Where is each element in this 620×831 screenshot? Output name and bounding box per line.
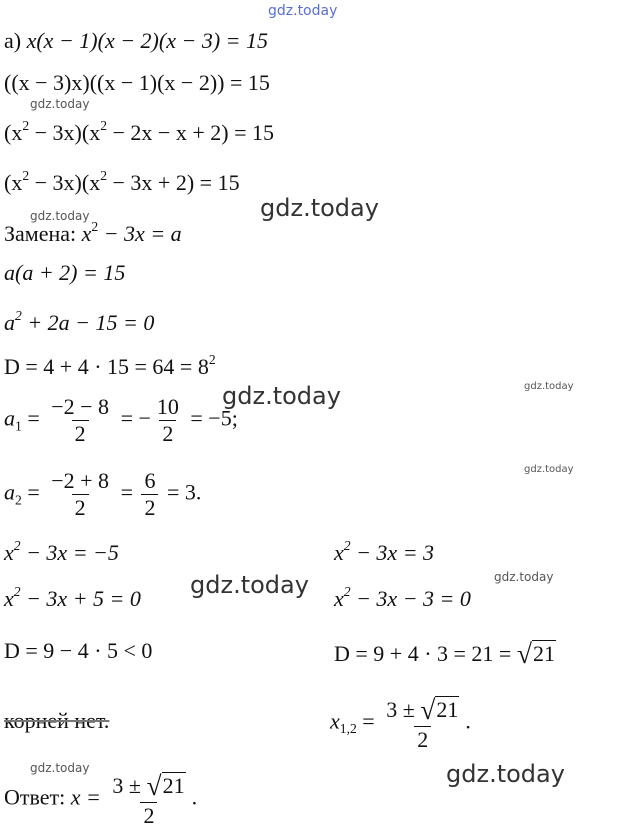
watermark: gdz.today	[30, 761, 90, 775]
denominator: 2	[414, 726, 431, 751]
exponent: 2	[22, 167, 30, 183]
result: = 3.	[161, 479, 202, 505]
equation-part: (x	[4, 170, 23, 195]
equation-text: D = 9 − 4 · 5 < 0	[4, 638, 153, 663]
equation-part: − 3x = a	[98, 221, 182, 246]
numerator	[383, 696, 462, 726]
exponent: 2	[208, 351, 216, 367]
equation-part: − 3x − 3 = 0	[350, 586, 471, 611]
equation-part: − 3x)(x	[29, 120, 101, 145]
radicand: 21	[532, 640, 555, 666]
punctuation: .	[465, 708, 471, 734]
equation-part: − 3x = −5	[20, 540, 119, 565]
radical-sign: √	[420, 694, 436, 725]
radicand: 21	[436, 696, 459, 722]
fraction	[154, 396, 182, 445]
equation-part: − 3x = 3	[350, 540, 435, 565]
equation-part: D = 9 + 4 · 3 = 21 =	[334, 640, 517, 666]
equation-part: − 2x − x + 2) = 15	[107, 120, 274, 145]
equation-part: − 3x + 5 = 0	[20, 586, 141, 611]
equation-part: D = 4 + 4 · 15 = 64 = 8	[4, 354, 209, 379]
denominator: 2	[140, 802, 157, 827]
no-roots-text: корней нет.	[4, 708, 110, 733]
left-case-line-2	[4, 583, 141, 611]
watermark-top: gdz.today	[268, 3, 338, 19]
exponent: 2	[13, 537, 21, 553]
equation-line-2	[4, 72, 270, 94]
fraction	[48, 470, 112, 519]
radicand: 21	[162, 772, 185, 798]
substitution-label: Замена:	[4, 221, 77, 246]
answer-line	[4, 772, 197, 827]
radical-sign: √	[146, 770, 162, 801]
equation-line-6	[4, 262, 125, 284]
equals: =	[21, 405, 46, 431]
exponent: 2	[15, 307, 22, 323]
variable: x	[330, 708, 340, 734]
exponent: 2	[91, 218, 99, 234]
equals: = −	[115, 405, 151, 431]
equation-part: − 3x + 2) = 15	[107, 170, 240, 195]
equation-text: ((x − 3)x)((x − 1)(x − 2)) = 15	[4, 70, 270, 95]
punctuation: .	[191, 784, 198, 810]
equation-text: a(a + 2) = 15	[4, 260, 126, 285]
left-case-line-3	[4, 640, 152, 662]
right-case-line-1	[334, 537, 435, 565]
watermark: gdz.today	[524, 381, 574, 392]
variable: a	[4, 405, 15, 431]
equation-part: x =	[65, 784, 107, 810]
equation-part: x	[4, 586, 14, 611]
equation-line-7	[4, 307, 155, 335]
equation-part: x	[334, 586, 344, 611]
fraction	[109, 772, 188, 827]
subscript: 2	[15, 492, 22, 508]
exponent: 2	[100, 117, 108, 133]
part-label: а)	[4, 28, 22, 53]
watermark: gdz.today	[524, 464, 574, 475]
left-case-line-1	[4, 537, 119, 565]
denominator: 2	[159, 420, 176, 445]
denominator: 2	[72, 420, 89, 445]
right-case-line-3	[334, 640, 556, 668]
right-case-line-4	[330, 696, 471, 751]
square-root	[420, 696, 459, 724]
equation-part: a	[4, 310, 15, 335]
root-a1-line	[4, 396, 238, 445]
equation-line-3	[4, 117, 274, 145]
result: = −5;	[184, 405, 238, 431]
equals: =	[356, 708, 381, 734]
equals: =	[21, 479, 46, 505]
right-case-line-2	[334, 583, 471, 611]
equation-text: x(x − 1)(x − 2)(x − 3) = 15	[26, 28, 268, 53]
exponent: 2	[343, 583, 351, 599]
equation-part: − 3x)(x	[29, 170, 101, 195]
exponent: 2	[100, 167, 108, 183]
variable: a	[4, 479, 15, 505]
equation-part: x	[4, 540, 14, 565]
equation-part: (x	[4, 120, 23, 145]
subscript: 1,2	[339, 721, 357, 737]
numerator-part: 3 ±	[112, 772, 147, 798]
watermark: gdz.today	[494, 570, 554, 584]
numerator: −2 + 8	[51, 468, 110, 493]
radical-sign: √	[516, 638, 532, 669]
fraction	[383, 696, 462, 751]
numerator-part: 3 ±	[386, 696, 421, 722]
watermark: gdz.today	[30, 209, 90, 223]
equals: =	[115, 479, 139, 505]
answer-label: Ответ:	[4, 784, 66, 810]
equation-part: x	[76, 221, 92, 246]
exponent: 2	[22, 117, 30, 133]
left-case-line-4	[4, 710, 109, 732]
watermark: gdz.today	[190, 571, 309, 599]
denominator: 2	[141, 494, 158, 519]
equation-line-4	[4, 167, 240, 195]
numerator: 6	[144, 468, 156, 493]
equation-line-1	[4, 30, 268, 52]
fraction	[48, 396, 112, 445]
substitution-line	[4, 218, 182, 246]
subscript: 1	[15, 418, 22, 434]
square-root	[517, 640, 556, 668]
equation-part: + 2a − 15 = 0	[21, 310, 155, 335]
numerator: −2 − 8	[51, 394, 110, 419]
exponent: 2	[13, 583, 21, 599]
denominator: 2	[72, 494, 89, 519]
watermark: gdz.today	[260, 194, 379, 222]
square-root	[146, 772, 185, 800]
watermark: gdz.today	[446, 760, 565, 788]
fraction	[141, 470, 158, 519]
numerator: 10	[156, 394, 179, 419]
discriminant-line	[4, 351, 216, 379]
root-a2-line	[4, 470, 201, 519]
numerator	[109, 772, 188, 802]
watermark: gdz.today	[30, 97, 90, 111]
watermark: gdz.today	[222, 382, 341, 410]
equation-part: x	[334, 540, 344, 565]
exponent: 2	[343, 537, 351, 553]
